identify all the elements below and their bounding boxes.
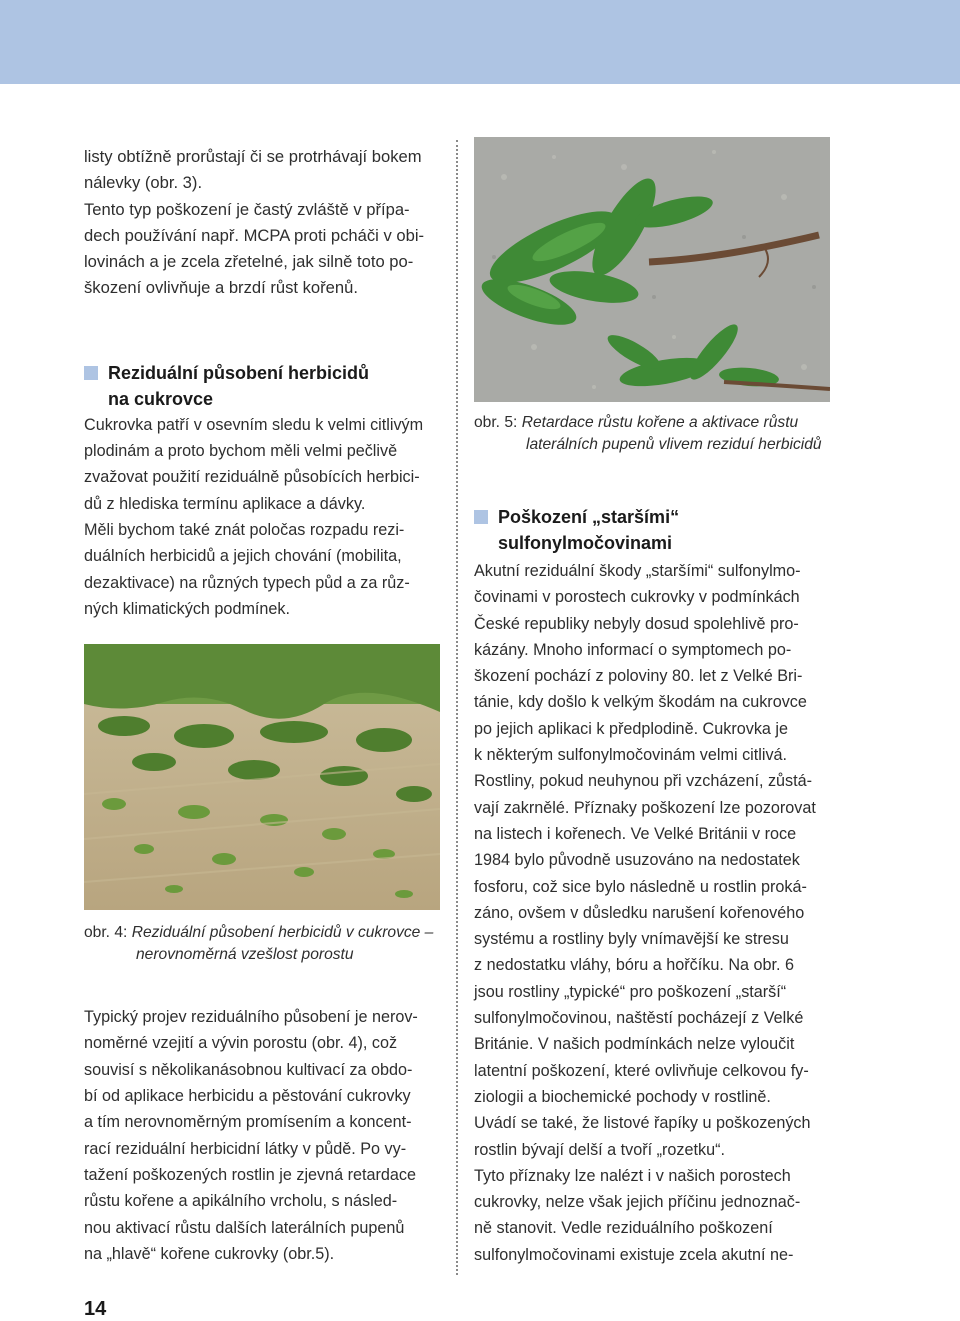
text-line: plodinám a proto bychom měli velmi pečlivě — [84, 442, 398, 461]
text-line: cukrovky, nelze však jejich příčinu jednoznač- — [474, 1193, 801, 1212]
text-line: sulfonylmočovinami existuje zcela akutní ne- — [474, 1245, 794, 1264]
text-line: na „hlavě“ kořene cukrovky (obr.5). — [84, 1244, 335, 1263]
text-line: latentní poškození, které ovlivňuje celkovou fy- — [474, 1061, 809, 1080]
text-line: ně stanovit. Vedle reziduálního poškození — [474, 1219, 773, 1238]
right-column — [474, 137, 830, 1268]
heading-square-icon — [474, 510, 488, 524]
text-line: duálních herbicidů a jejich chování (mobilita, — [84, 547, 402, 566]
text-line: ziologii a biochemické pochody v rostlině. — [474, 1087, 771, 1106]
text-line: škození ovlivňuje a brzdí růst kořenů. — [84, 278, 358, 298]
figure-label: obr. 5: — [474, 414, 518, 431]
left-column — [84, 144, 440, 1267]
figure-label: obr. 4: — [84, 924, 128, 942]
section-sulfonylureas-text — [474, 558, 830, 1268]
text-line: k některým sulfonylmočovinám velmi citlivá. — [474, 746, 788, 765]
text-line: fosforu, což sice bylo následně u rostlin proká- — [474, 877, 807, 896]
text-line: zvažovat použití reziduálně působících herbici- — [84, 468, 420, 487]
text-line: po jejich aplikaci k předplodině. Cukrovka je — [474, 719, 789, 738]
text-line: nou aktivací růstu dalších laterálních pupenů — [84, 1218, 405, 1237]
figure-5-caption — [474, 412, 866, 456]
text-line: Británie. V našich podmínkách nelze vyloučit — [474, 1035, 795, 1054]
text-line: záno, ovšem v důsledku narušení kořenového — [474, 903, 805, 922]
section-residual-continued — [84, 1004, 440, 1267]
text-line: Rostliny, pokud neuhynou při vzcházení, zůstá- — [474, 772, 813, 791]
text-line: dů z hlediska termínu aplikace a dávky. — [84, 494, 366, 513]
uprooted-beet-plants-image — [474, 137, 830, 402]
section-heading-residual — [84, 360, 440, 412]
column-divider — [456, 140, 458, 1275]
text-line: Měli bychom také znát poločas rozpadu rezi- — [84, 520, 405, 539]
caption-text: Reziduální působení herbicidů v cukrovce – nerovnoměrná vzešlost porostu — [131, 924, 434, 964]
text-line: České republiky nebyly dosud spolehlivě pro- — [474, 614, 799, 633]
figure-5-photo — [474, 137, 830, 402]
text-line: 1984 bylo původně usuzováno na nedostatek — [474, 851, 800, 870]
text-line: noměrné vzejití a vývin porostu (obr. 4), což — [84, 1034, 398, 1053]
text-line: jsou rostliny „typické“ pro poškození „starší“ — [474, 982, 787, 1001]
figure-4-caption — [84, 922, 456, 966]
text-line: škození pochází z poloviny 80. let z Velké Bri- — [474, 667, 803, 686]
text-line: bí od aplikace herbicidu a pěstování cukrovky — [84, 1087, 411, 1106]
text-line: souvisí s několikanásobnou kultivací za obdo- — [84, 1060, 413, 1079]
text-line: Cukrovka patří v osevním sledu k velmi citlivým — [84, 415, 424, 434]
text-line: sulfonylmočovinou, naštěstí pocházejí z Velké — [474, 1009, 804, 1028]
text-line: dezaktivace) na různých typech půd a za růz- — [84, 573, 410, 592]
heading-line: sulfonylmočovinami — [498, 533, 673, 553]
text-line: čovinami v porostech cukrovky v podmínkách — [474, 588, 800, 607]
text-line: lovinách a je zcela zřetelné, jak silně toto po- — [84, 252, 414, 272]
text-line: ných klimatických podmínek. — [84, 599, 291, 618]
text-line: tánie, kdy došlo k velkým škodám na cukrovce — [474, 693, 807, 712]
sugar-beet-field-image — [84, 644, 440, 910]
text-line: na listech i kořenech. Ve Velké Británii v roce — [474, 824, 797, 843]
text-line: tažení poškozených rostlin je zjevná retardace — [84, 1165, 417, 1184]
text-line: systému a rostliny byly vnímavější ke stresu — [474, 930, 789, 949]
text-line: listy obtížně prorůstají či se protrhávají bokem — [84, 147, 422, 166]
heading-line: Reziduální působení herbicidů — [108, 362, 370, 383]
text-line: Tento typ poškození je častý zvláště v přípa- — [84, 199, 410, 219]
figure-4-photo — [84, 644, 440, 910]
section-residual-text — [84, 412, 440, 622]
text-line: Uvádí se také, že listové řapíky u poškozených — [474, 1114, 811, 1133]
heading-square-icon — [84, 366, 98, 380]
heading-line: na cukrovce — [108, 388, 214, 409]
text-line: a tím nerovnoměrným promísením a koncent- — [84, 1113, 412, 1132]
text-line: kázány. Mnoho informací o symptomech po- — [474, 640, 792, 659]
page-number: 14 — [84, 1298, 107, 1320]
text-line: Akutní reziduální škody „staršími“ sulfonylmo- — [474, 562, 801, 580]
text-line: rací reziduální herbicidní látky v půdě. Po vy- — [84, 1139, 407, 1158]
caption-text: Retardace růstu kořene a aktivace růstu laterálních pupenů vlivem reziduí herbicidů — [521, 414, 822, 453]
section-heading-sulfonylureas — [474, 504, 830, 556]
text-line: vají zakrnělé. Příznaky poškození lze pozorovat — [474, 798, 816, 817]
text-line: rostlin bývají delší a tvoří „rozetku“. — [474, 1140, 725, 1159]
text-line: Typický projev reziduálního působení je nerov- — [84, 1008, 418, 1027]
text-line: dech používání např. MCPA proti pcháči v obi- — [84, 225, 425, 245]
text-line: nálevky (obr. 3). — [84, 173, 203, 193]
top-color-band — [0, 0, 960, 84]
text-line: růstu kořene a apikálního vrcholu, s násled- — [84, 1192, 398, 1211]
intro-paragraph — [84, 144, 440, 302]
text-line: z nedostatku vláhy, bóru a hořčíku. Na obr. 6 — [474, 956, 795, 975]
heading-line: Poškození „staršími“ — [498, 507, 680, 527]
text-line: Tyto příznaky lze nalézt i v našich porostech — [474, 1166, 791, 1185]
